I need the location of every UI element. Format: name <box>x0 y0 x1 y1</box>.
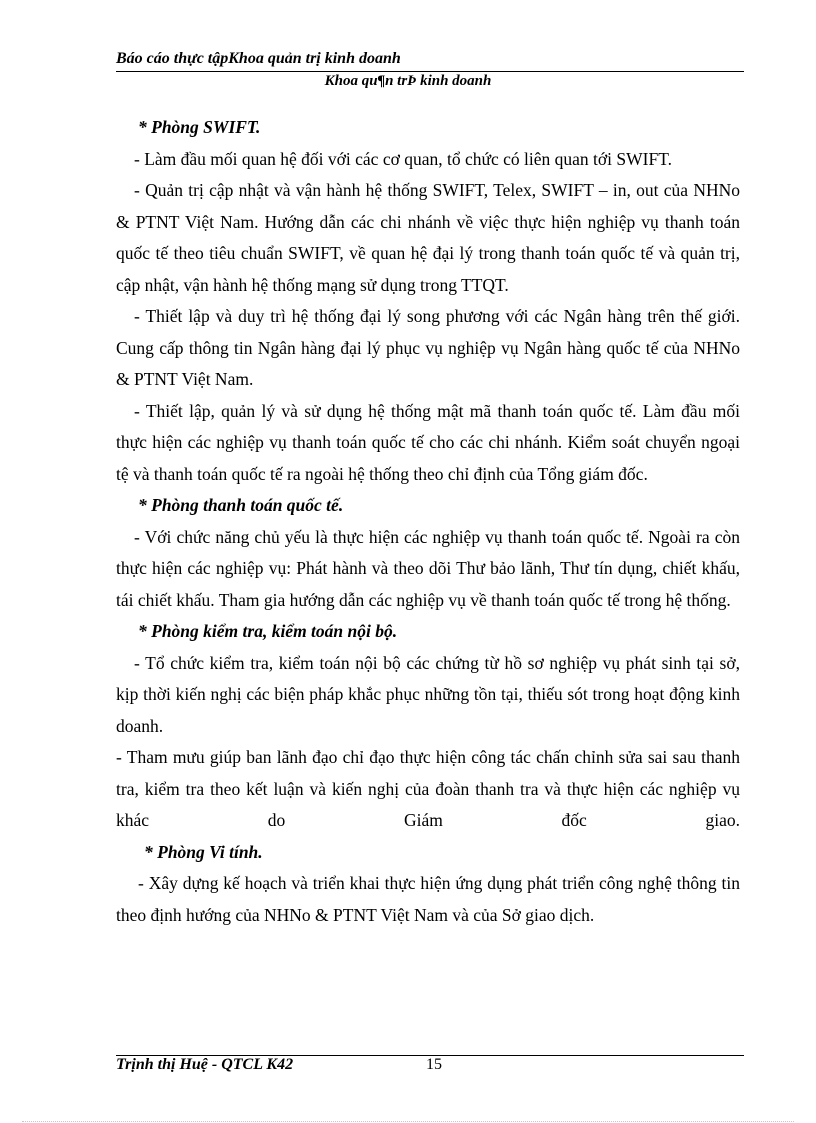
paragraph: - Thiết lập và duy trì hệ thống đại lý song phương với các Ngân hàng trên thế giới. Cung cấp thông tin Ngân hàng đại lý phục vụ nghiệp vụ Ngân hàng quốc tế của NHNo & PTNT Việt Nam. <box>116 306 740 389</box>
paragraph: - Tổ chức kiểm tra, kiểm toán nội bộ các chứng từ hồ sơ nghiệp vụ phát sinh tại sở, kịp thời kiến nghị các biện pháp khắc phục những tồn tại, thiếu sót trong hoạt động kinh doanh. <box>116 652 740 736</box>
page-number: 15 <box>426 1056 442 1073</box>
paragraph: - Xây dựng kế hoạch và triển khai thực hiện ứng dụng phát triển công nghệ thông tin theo định hướng của NHNo & PTNT Việt Nam và của Sở giao dịch. <box>116 873 740 925</box>
header-rule <box>116 71 744 72</box>
header-title: Báo cáo thực tậpKhoa quản trị kinh doanh <box>116 50 401 67</box>
section-heading-internal-audit: * Phòng kiểm tra, kiểm toán nội bộ. <box>138 621 398 641</box>
footer-author: Trịnh thị Huệ - QTCL K42 <box>116 1056 294 1073</box>
paragraph: - Quản trị cập nhật và vận hành hệ thống SWIFT, Telex, SWIFT – in, out của NHNo & PTNT Việt Nam. Hướng dẫn các chi nhánh về việc thực hiện nghiệp vụ thanh toán quốc tế theo tiêu chuẩn SWIFT, về quan hệ đại lý trong thanh toán quốc tế và quản trị, cập nhật, vận hành hệ thống mạng sử dụng trong TTQT. <box>116 180 740 295</box>
section-heading-it: * Phòng Vi tính. <box>144 841 263 862</box>
paragraph: - Tham mưu giúp ban lãnh đạo chỉ đạo thực hiện công tác chấn chỉnh sửa sai sau thanh tra, kiểm tra theo kết luận và kiến nghị của đoàn thanh tra và thực hiện các nghiệp vụ khác do Giám đốc giao. <box>116 747 740 830</box>
header-subtitle: Khoa qu¶n trÞ kinh doanh <box>324 73 492 89</box>
paragraph: - Làm đầu mối quan hệ đối với các cơ quan, tổ chức có liên quan tới SWIFT. <box>134 148 672 169</box>
section-heading-swift: * Phòng SWIFT. <box>138 117 261 137</box>
paragraph: - Với chức năng chủ yếu là thực hiện các nghiệp vụ thanh toán quốc tế. Ngoài ra còn thực hiện các nghiệp vụ: Phát hành và theo dõi Thư bảo lãnh, Thư tín dụng, chiết khấu, tái chiết khấu. Tham gia hướng dẫn các nghiệp vụ về thanh toán quốc tế trong hệ thống. <box>116 526 740 610</box>
section-heading-international-payment: * Phòng thanh toán quốc tế. <box>138 495 344 515</box>
page-edge <box>22 1121 794 1122</box>
document-body <box>116 112 740 931</box>
paragraph: - Thiết lập, quản lý và sử dụng hệ thống mật mã thanh toán quốc tế. Làm đầu mối thực hiện các nghiệp vụ thanh toán quốc tế cho các chi nhánh. Kiểm soát chuyển ngoại tệ và thanh toán quốc tế ra ngoài hệ thống theo chỉ định của Tổng giám đốc. <box>116 400 740 484</box>
